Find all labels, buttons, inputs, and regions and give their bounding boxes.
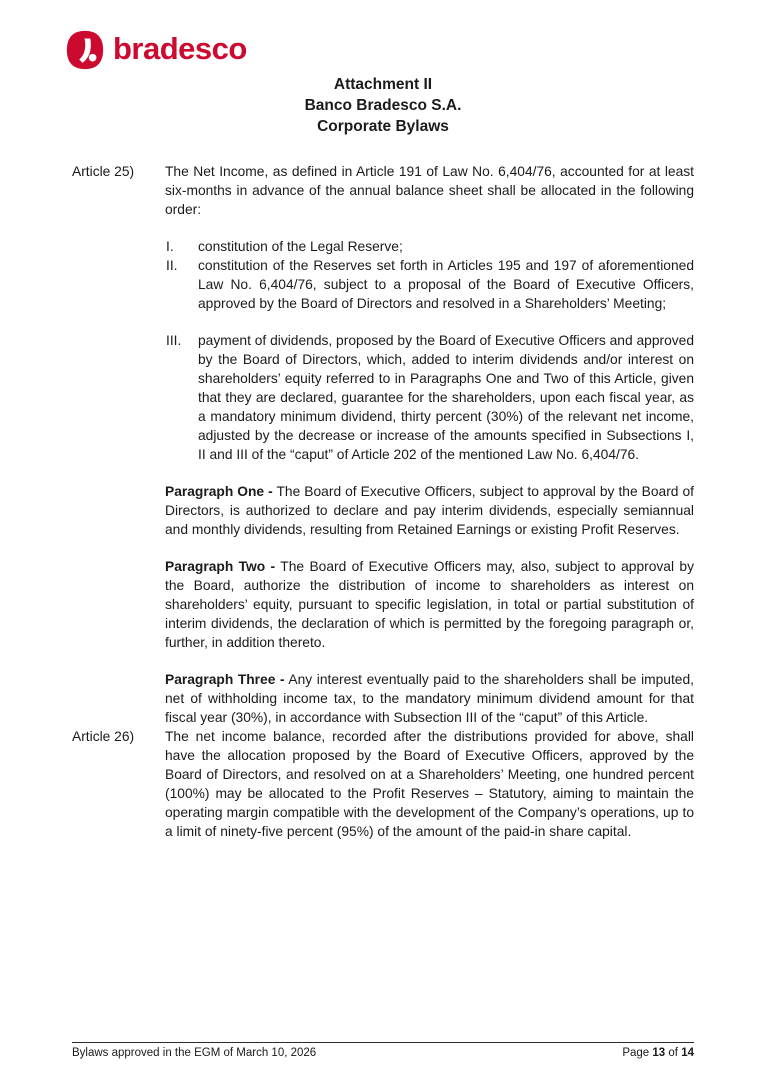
company-name: Banco Bradesco S.A. xyxy=(304,97,462,114)
list-item-1-number: I. xyxy=(166,239,174,254)
title-block xyxy=(72,74,694,137)
paragraph-two xyxy=(165,557,694,652)
document-title: Corporate Bylaws xyxy=(317,118,449,135)
article-25-body xyxy=(165,162,694,727)
paragraph-one-lead: Paragraph One - xyxy=(165,484,273,499)
article-26-label: Article 26) xyxy=(72,729,135,744)
list-item-3 xyxy=(165,331,694,464)
paragraph-three-text: Any interest eventually paid to the shareholders shall be imputed, net of withholding income tax, to the mandatory minimum dividend amount for that fiscal year (30%), in accordance with Subsection III of the “caput” of this Article. xyxy=(165,672,694,725)
footer-approval-note: Bylaws approved in the EGM of March 10, 2026 xyxy=(72,1047,317,1059)
paragraph-three-lead: Paragraph Three - xyxy=(165,672,285,687)
list-item-1 xyxy=(165,237,694,256)
article-26-body xyxy=(165,727,694,859)
list-item-2-number: II. xyxy=(166,258,178,273)
attachment-title: Attachment II xyxy=(333,76,433,93)
paragraph-three xyxy=(165,670,694,727)
list-item-2-text: constitution of the Reserves set forth in Articles 195 and 197 of aforementioned Law No. 6,404/76, subject to a proposal of the Board of Executive Officers, approved by the Board of Directors and resolved in a Shareholders’ Meeting; xyxy=(198,258,694,311)
bradesco-logo-text: bradesco xyxy=(113,30,247,66)
footer-page-number xyxy=(622,1047,694,1059)
footer-page-current: 13 xyxy=(652,1047,666,1059)
footer-page-of: of xyxy=(668,1047,678,1059)
article-26 xyxy=(72,727,694,859)
list-item-2 xyxy=(165,256,694,313)
article-26-intro: The net income balance, recorded after the distributions provided for above, shall have the allocation proposed by the Board of Executive Officers, approved by the Board of Directors, and resolved on at a Shareholders’ Meeting, one hundred percent (100%) may be allocated to the Profit Reserves – Statutory, aiming to maintain the operating margin compatible with the development of the Company’s operations, up to a limit of ninety-five percent (95%) of the amount of the paid-in share capital. xyxy=(165,729,694,839)
footer-page-label: Page xyxy=(622,1047,650,1059)
list-item-1-text: constitution of the Legal Reserve; xyxy=(198,239,403,254)
page-footer xyxy=(72,1042,694,1059)
list-item-3-number: III. xyxy=(166,333,182,348)
bradesco-logo xyxy=(64,28,694,72)
paragraph-two-lead: Paragraph Two - xyxy=(165,559,276,574)
list-item-3-text: payment of dividends, proposed by the Board of Executive Officers and approved by the Board of Directors, which, added to interim dividends and/or interest on shareholders’ equity referred to in Paragraphs One and Two of this Article, given that they are declared, guarantee for the shareholders, upon each fiscal year, as a mandatory minimum dividend, thirty percent (30%) of the relevant net income, adjusted by the decrease or increase of the amounts specified in Subsections I, II and III of the “caput” of Article 202 of the mentioned Law No. 6,404/76. xyxy=(198,333,694,462)
footer-page-total: 14 xyxy=(681,1047,694,1059)
article-25-list xyxy=(165,237,694,464)
article-25-intro: The Net Income, as defined in Article 191 of Law No. 6,404/76, accounted for at least six-months in advance of the annual balance sheet shall be allocated in the following order: xyxy=(165,164,694,217)
document-header xyxy=(72,28,694,137)
article-25 xyxy=(72,162,694,727)
bradesco-logo-icon xyxy=(64,28,106,72)
paragraph-two-text: The Board of Executive Officers may, also, subject to approval by the Board, authorize the distribution of income to shareholders as interest on shareholders’ equity, pursuant to specific legislation, in total or partial substitution of interim dividends, the declaration of which is permitted by the foregoing paragraph or, further, in addition thereto. xyxy=(165,559,694,650)
article-25-label: Article 25) xyxy=(72,164,135,179)
paragraph-one xyxy=(165,482,694,539)
paragraph-one-text: The Board of Executive Officers, subject to approval by the Board of Directors, is authorized to declare and pay interim dividends, especially semiannual and monthly dividends, resulting from Retained Earnings or existing Profit Reserves. xyxy=(165,484,694,537)
